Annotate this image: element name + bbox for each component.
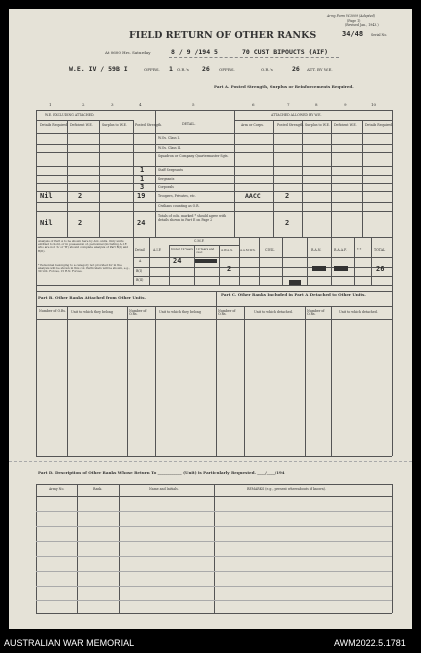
part-b-h3: Number of O.Rs.	[129, 309, 147, 317]
row-detail-staff-sgts: Staff Sergeants	[158, 168, 184, 172]
row-detail-civilians: Civilians counting as O.R.	[158, 204, 200, 208]
years-over-header: 19 Years and over.	[196, 247, 215, 254]
aif-header: A.I.F.	[153, 248, 162, 252]
col-number-7: 7	[287, 102, 290, 107]
col-number-1: 1	[49, 102, 52, 107]
revised-date: (Revised Jan., 1943.)	[345, 23, 379, 27]
detail-header: DETAIL.	[182, 122, 196, 126]
troopers-posted: 19	[137, 192, 146, 200]
col-number-9: 9	[344, 102, 347, 107]
offrs2-label: OFFRS.	[219, 67, 235, 72]
col3-header: Surplus to W.E.	[102, 123, 127, 127]
col8-header: Surplus to W.E.	[305, 123, 330, 127]
part-c-h1: Number of O.Rs.	[218, 309, 236, 317]
offrs-label: OFFRS.	[144, 67, 160, 72]
col1-header: Details Required.	[40, 123, 69, 127]
form-title: FIELD RETURN OF OTHER RANKS	[129, 30, 317, 41]
total-header: TOTAL	[374, 248, 386, 252]
troopers-attached-posted: 2	[285, 192, 290, 200]
ors-label: O.R.'s	[177, 67, 189, 72]
offrs-value: 1	[169, 65, 173, 73]
col-number-2: 2	[82, 102, 85, 107]
we-excluding-attached-header: W.E. EXCLUDING ATTACHED.	[45, 113, 95, 117]
col-number-5: 5	[192, 102, 195, 107]
form-sheet	[9, 9, 412, 629]
raaf-header: R.A.A.F.	[334, 248, 347, 252]
corporals-posted: 3	[140, 183, 145, 191]
redaction-mark	[195, 259, 217, 263]
part-d-army-no-header: Army No.	[49, 487, 65, 491]
staff-sgts-posted: 1	[140, 166, 145, 174]
footer-credit: AUSTRALIAN WAR MEMORIAL	[4, 638, 135, 648]
part-c-title: Part C. Other Ranks Included in Part A Detached to Other Units.	[221, 292, 366, 297]
col10-header: Details Required.	[365, 123, 394, 127]
redaction-mark-ran	[312, 266, 326, 271]
awas-header: A.W.A.S.	[221, 248, 233, 252]
totals-required: Nil	[40, 219, 53, 227]
row-detail-troopers: Troopers, Privates, etc.	[158, 194, 196, 198]
part-d-rank-header: Rank.	[93, 487, 103, 491]
footer-accession: AWM2022.5.1781	[334, 638, 406, 648]
col7-header: Posted Strength.	[277, 123, 305, 127]
col-number-10: 10	[371, 102, 377, 107]
analysis-over-value: 2	[227, 265, 232, 273]
row-detail-wo1: W.Os. Class I.	[158, 136, 180, 140]
row-detail-totals: Totals of cols. marked * should agree with details shown in Part E on Page 2	[158, 214, 227, 222]
part-b-h2: Unit to which they belong	[71, 310, 113, 314]
totals-deficient: 2	[78, 219, 83, 227]
totals-posted: 24	[137, 219, 146, 227]
ors-value: 26	[202, 65, 210, 73]
row-detail-sergeants: Sergeants	[158, 177, 175, 181]
row-detail-wo2: W.Os. Class II.	[158, 146, 182, 150]
other-header: * *	[357, 248, 362, 252]
time-label: At 0600 Hrs. Saturday	[105, 50, 151, 55]
part-b-h4: Unit to which they belong	[159, 310, 201, 314]
analysis-note: Analysis of Part A to be shown here by ALL units. Only units entitled to hold, or in possession of, personnel (including A.I.F. who are not 'A' or 'B') should complete analysis of Part B(I) and B(II).	[38, 239, 129, 253]
attached-allowed-header: ATTACHED ALLOWED BY W.E.	[271, 113, 322, 117]
analysis-detail-label: Detail	[135, 248, 145, 252]
analysis-row-a: A	[139, 259, 142, 263]
serial-label: Serial No.	[371, 33, 388, 37]
part-a-title: Part A. Posted Strength, Surplus or Reinforcements Required.	[214, 84, 354, 89]
part-c-h2: Unit to which detached.	[254, 310, 293, 314]
return-date: 8 / 9 /194 5	[171, 48, 218, 56]
analysis-aif-value: 24	[173, 257, 182, 265]
part-b-title: Part B. Other Ranks Attached from Other Units.	[38, 295, 146, 300]
sergeants-posted: 1	[140, 175, 145, 183]
troopers-arm-corps: AACC	[245, 192, 261, 200]
part-d-title: Part D. Description of Other Ranks Whose Return To ____________ (Unit) is Particularly Requested. ____/____/194	[38, 470, 285, 475]
part-c-h4: Unit to which detached.	[339, 310, 378, 314]
part-d-remarks-header: REMARKS (e.g., present whereabouts if known).	[247, 487, 326, 491]
attached-value: 26	[292, 65, 300, 73]
under-19-header: Under 19 Years	[171, 247, 193, 251]
civil-header: CIVIL	[265, 248, 275, 252]
col2-header: Deficient W.E.	[70, 123, 93, 127]
part-d-name-header: Name and Initials.	[149, 487, 179, 491]
row-detail-corporals: Corporals	[158, 185, 174, 189]
unit-name: 70 CUST BIPOUCTS (AIF)	[242, 48, 329, 56]
serial-number: 34/48	[342, 30, 364, 38]
page-number: (Page 1)	[347, 19, 361, 23]
redaction-mark-raaf	[334, 266, 348, 271]
col-number-6: 6	[252, 102, 255, 107]
col4-header: Posted Strength.	[135, 123, 163, 127]
col-number-3: 3	[111, 102, 114, 107]
attached-label: ATT. BY W.E.	[307, 67, 333, 72]
ors2-label: O.R.'s	[261, 67, 273, 72]
redaction-mark-civil	[289, 280, 301, 285]
row-detail-cqms: Squadron or Company Quartermaster Sgts.	[158, 154, 229, 158]
analysis-row-b1: B(I)	[136, 269, 143, 273]
ran-header: R.A.N.	[311, 248, 322, 252]
analysis-note-2: * Personnel belonging to a category not provided for in the analysis will be shown in this col. Particulars will be shown, e.g., 30 U.K. Forces, 15 R.N. Forces.	[38, 263, 130, 274]
col-number-4: 4	[139, 102, 142, 107]
col6-header: Arm or Corps.	[241, 123, 264, 127]
cmf-header: C.M.F.	[194, 239, 205, 243]
aamws-header: A.A.M.W.S.	[240, 248, 256, 252]
part-c-h3: Number of O.Rs.	[307, 309, 325, 317]
part-b-h1: Number of O.Rs.	[39, 309, 66, 313]
troopers-deficient: 2	[78, 192, 83, 200]
form-number: Army Form W.3009 (Adapted)	[327, 14, 376, 18]
col-number-8: 8	[315, 102, 318, 107]
war-establishment: W.E. IV / 59B I	[69, 65, 128, 73]
analysis-row-b2: B(II)	[136, 278, 144, 282]
analysis-total-value: 26	[376, 265, 385, 273]
troopers-required: Nil	[40, 192, 53, 200]
totals-attached-posted: 2	[285, 219, 290, 227]
col9-header: Deficient W.E.	[334, 123, 357, 127]
